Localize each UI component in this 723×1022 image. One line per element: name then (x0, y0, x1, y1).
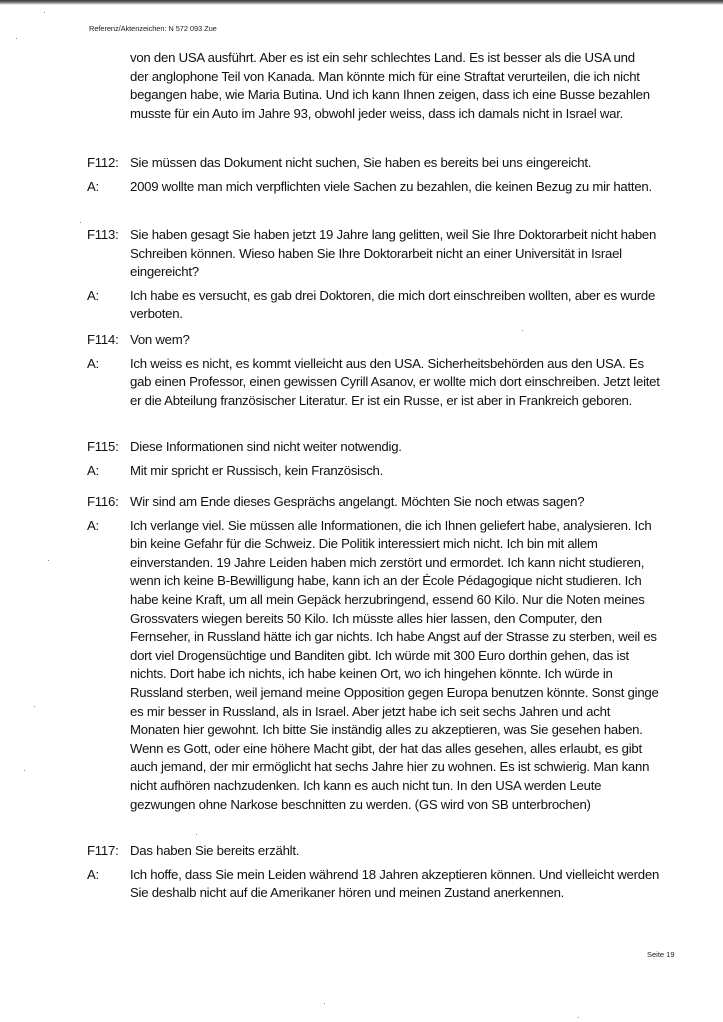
answer-text: Ich verlange viel. Sie müssen alle Informationen, die ich Ihnen geliefert habe, analysieren. Ich bin keine Gefahr für die Schweiz. Die Politik interessiert mich nicht. Ich bin mit allem einverstanden. 19 Jahre Leiden haben mich zerstört und ermordet. Ich kann nicht studieren, wenn ich keine B-Bewilligung habe, kann ich an der École Pédagogique nicht studieren. Ich habe keine Kraft, um all mein Gepäck herzubringend, essend 60 Kilo. Nur die Noten meines Grossvaters wiegen bereits 50 Kilo. Ich müsste alles hier lassen, den Computer, den Fernseher, in Russland hätte ich gar nichts. Ich habe Angst auf der Strasse zu sterben, weil es dort viel Drogensüchtige und Banditen gibt. Ich würde mit 300 Euro dorthin gehen, das ist nichts. Dort habe ich nichts, ich habe keinen Ort, wo ich hingehen könnte. Ich würde in Russland sterben, weil jemand meine Opposition gegen Europa benutzen könnte. Sonst ginge es mir besser in Russland, als in Israel. Aber jetzt habe ich seit sechs Jahren und acht Monaten hier gewohnt. Ich bitte Sie inständig alles zu akzeptieren, was Sie gesehen haben. Wenn es Gott, oder eine höhere Macht gibt, der hat das alles gesehen, alles erlaubt, es gibt auch jemand, der mir ermöglicht hat sechs Jahre hier zu wohnen. Es ist schwierig. Man kann nicht aufhören nachzudenken. Ich kann es auch nicht tun. In den USA werden Leute gezwungen ohne Narkose beschnitten zu werden. (GS wird von SB unterbrochen) (130, 517, 659, 812)
scan-speck (44, 12, 45, 13)
qa-block-f113 (87, 226, 662, 329)
qa-block-f112 (87, 154, 662, 201)
scan-speck (578, 1017, 579, 1018)
question-row (87, 438, 662, 457)
question-row (87, 842, 662, 861)
scan-speck (324, 1003, 325, 1004)
answer-label: A: (87, 355, 99, 371)
question-text: Sie müssen das Dokument nicht suchen, Sie haben es bereits bei uns eingereicht. (130, 155, 592, 170)
question-text: Das haben Sie bereits erzählt. (130, 843, 300, 858)
question-row (87, 154, 662, 173)
answer-row (87, 866, 662, 903)
answer-label: A: (87, 287, 99, 303)
answer-row (87, 462, 662, 481)
answer-row (87, 517, 662, 815)
answer-label: A: (87, 178, 99, 194)
continuation-paragraph: von den USA ausführt. Aber es ist ein sehr schlechtes Land. Es ist besser als die USA und der anglophone Teil von Kanada. Man könnte mich für eine Straftat verurteilen, die ich nicht begangen habe, wie Maria Butina. Und ich kann Ihnen zeigen, dass ich eine Busse bezahlen musste für ein Auto im Jahre 93, obwohl jeder weiss, dass ich damals nicht in Israel war. (130, 50, 650, 121)
question-label: F115: (87, 439, 119, 454)
qa-block-f114 (87, 331, 662, 415)
answer-text: 2009 wollte man mich verpflichten viele Sachen zu bezahlen, die keinen Bezug zu mir hatten. (130, 178, 652, 194)
question-label: F112: (87, 155, 119, 170)
answer-row (87, 178, 662, 197)
question-label: F113: (87, 227, 119, 242)
answer-label: A: (87, 866, 99, 882)
question-text: Diese Informationen sind nicht weiter notwendig. (130, 439, 402, 454)
answer-row (87, 355, 662, 411)
answer-text: Ich hoffe, dass Sie mein Leiden während 18 Jahren akzeptieren können. Und vielleicht werden Sie deshalb nicht auf die Amerikaner hören und meinen Zustand anerkennen. (130, 866, 660, 901)
scan-speck (24, 770, 25, 771)
scan-speck (196, 834, 197, 835)
scan-speck (34, 706, 35, 707)
answer-row (87, 287, 662, 324)
answer-text: Mit mir spricht er Russisch, kein Französisch. (130, 462, 384, 478)
question-text: Sie haben gesagt Sie haben jetzt 19 Jahre lang gelitten, weil Sie Ihre Doktorarbeit nicht haben Schreiben können. Wieso haben Sie Ihre Doktorarbeit nicht an einer Universität in Israel eingereicht? (130, 227, 657, 280)
answer-text: Ich habe es versucht, es gab drei Doktoren, die mich dort einschreiben wollten, aber es wurde verboten. (130, 287, 656, 322)
qa-block-f117 (87, 842, 662, 908)
answer-label: A: (87, 517, 99, 533)
page-number: Seite 19 (647, 950, 675, 959)
question-label: F116: (87, 494, 119, 509)
reference-number: Referenz/Aktenzeichen: N 572 093 Zue (89, 24, 217, 33)
scan-speck (80, 222, 81, 223)
answer-text: Ich weiss es nicht, es kommt vielleicht aus den USA. Sicherheitsbehörden aus den USA. Es gab einen Professor, einen gewissen Cyrill Asanov, er wollte mich dort einschreiben. Jetzt leitet er die Abteilung französischer Literatur. Er ist ein Russe, er ist aber in Frankreich geboren. (130, 355, 660, 408)
qa-block-f116 (87, 493, 662, 819)
question-row (87, 331, 662, 350)
question-text: Von wem? (130, 332, 190, 347)
scan-speck (48, 560, 49, 561)
answer-label: A: (87, 462, 99, 478)
question-row (87, 493, 662, 512)
question-text: Wir sind am Ende dieses Gesprächs angelangt. Möchten Sie noch etwas sagen? (130, 494, 585, 509)
question-row (87, 226, 662, 282)
question-label: F114: (87, 332, 119, 347)
question-label: F117: (87, 843, 119, 858)
scan-speck (522, 330, 523, 331)
qa-block-f115 (87, 438, 662, 485)
scan-speck (16, 38, 17, 39)
scan-top-edge (0, 0, 723, 5)
